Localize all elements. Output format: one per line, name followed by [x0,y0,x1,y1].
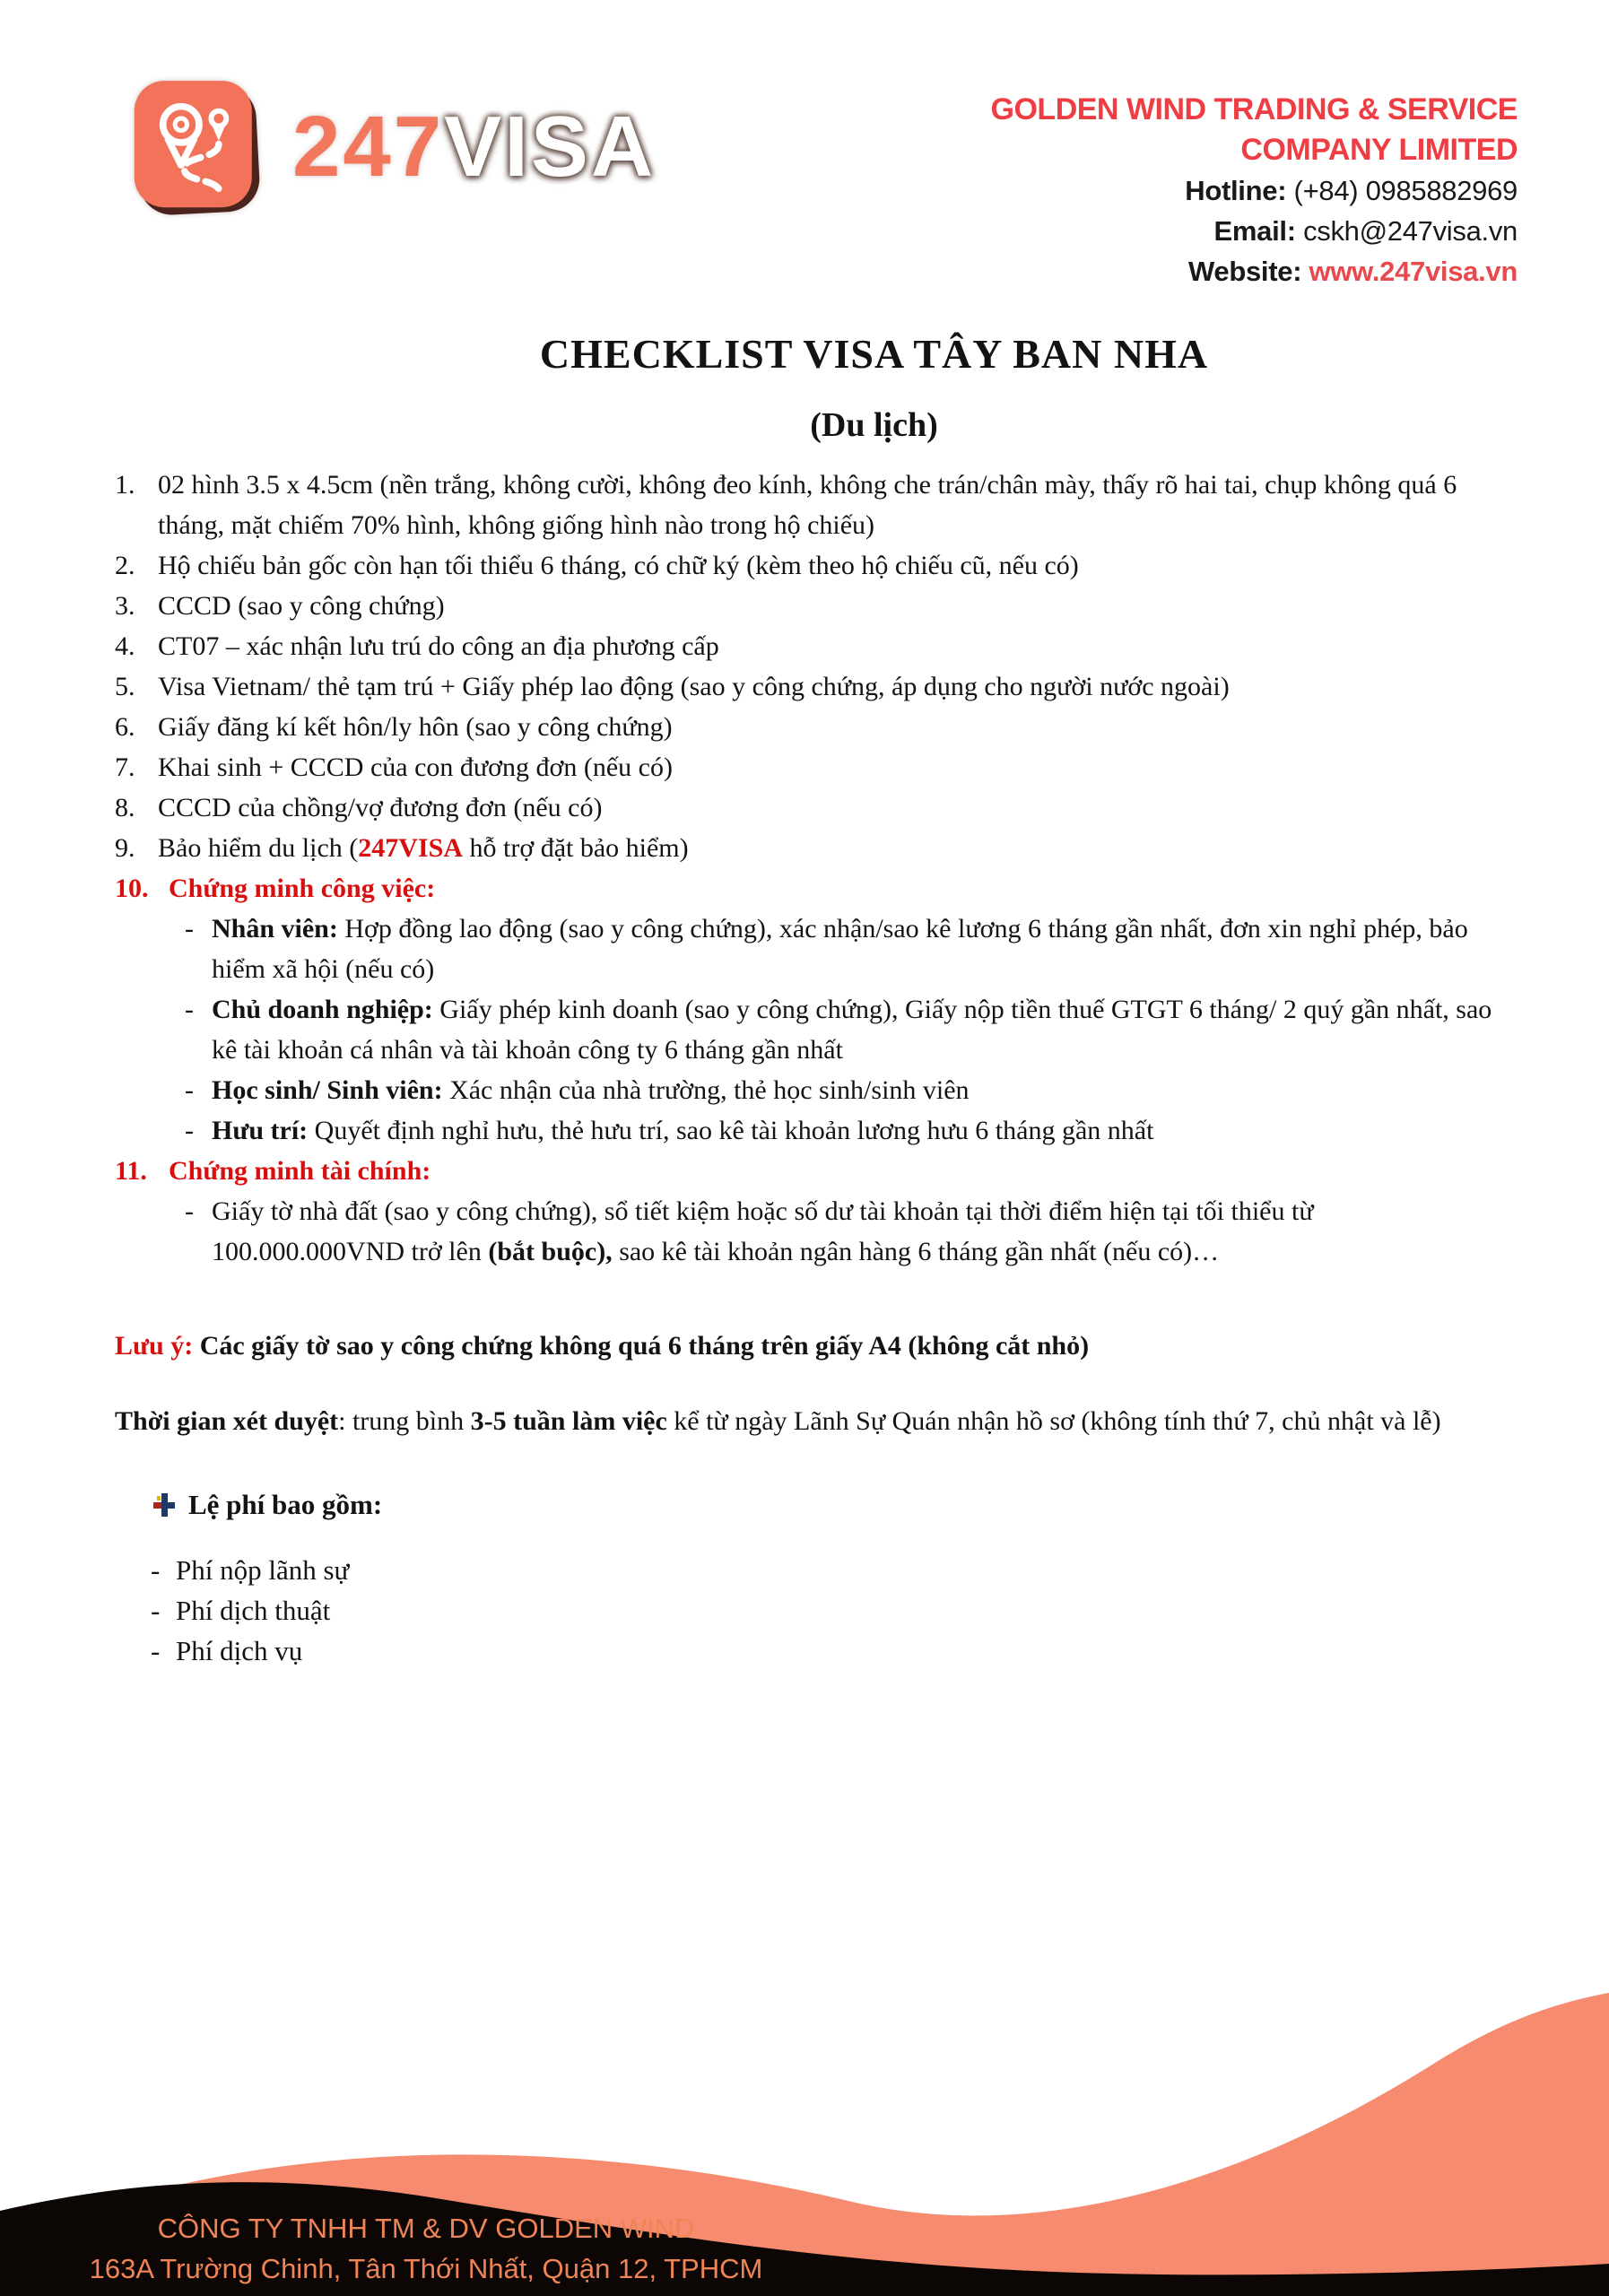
job-proof-bullet-retiree: - Hưu trí: Quyết định nghỉ hưu, thẻ hưu trí, sao kê tài khoản lương hưu 6 tháng gần nhất [115,1110,1496,1151]
hotline-line [991,170,1518,211]
job-proof-bullet-student: - Học sinh/ Sinh viên: Xác nhận của nhà trường, thẻ học sinh/sinh viên [115,1070,1496,1110]
checklist-item-1: 1. 02 hình 3.5 x 4.5cm (nền trắng, không cười, không đeo kính, không che trán/chân mày, thấy rõ hai tai, chụp không quá 6 tháng, mặt chiếm 70% hình, không giống hình nào trong hộ chiếu) [115,470,1457,540]
brand-247visa: 247VISA [358,833,463,863]
logo-visa-text: VISA [444,99,657,195]
company-info-block [991,90,1518,291]
checklist-item-11-heading: 11. Chứng minh tài chính: [115,1156,431,1186]
dash-marker: - [185,1116,194,1145]
fee-item-consular: - Phí nộp lãnh sự [151,1550,1406,1590]
company-name-line1: GOLDEN WIND TRADING & SERVICE [990,92,1518,126]
website-label: Website: [1188,256,1302,287]
page-title: CHECKLIST VISA TÂY BAN NHA [539,331,1209,377]
fees-heading: Lệ phí bao gồm: [151,1484,1406,1525]
checklist-item-10-heading: 10. Chứng minh công việc: [115,874,436,903]
email-value: cskh@247visa.vn [1295,215,1518,247]
job-proof-bullet-employee: - Nhân viên: Hợp đồng lao động (sao y công chứng), xác nhận/sao kê lương 6 tháng gần nhất, đơn xin nghỉ phép, bảo hiểm xã hội (nếu có) [115,909,1496,989]
footer-company-name: CÔNG TY TNHH TM & DV GOLDEN WIND [157,2213,695,2244]
checklist-item-8: 8. CCCD của chồng/vợ đương đơn (nếu có) [115,793,603,822]
dash-marker: - [151,1635,161,1666]
fee-item-translation: - Phí dịch thuật [151,1590,1406,1631]
hotline-value: (+84) 0985882969 [1286,175,1518,206]
company-name-line2: COMPANY LIMITED [1240,133,1518,167]
fees-list [151,1550,1406,1671]
website-link[interactable]: www.247visa.vn [1309,256,1518,287]
dash-marker: - [185,995,194,1024]
location-pin-logo-icon [124,70,274,224]
dash-marker: - [185,914,194,944]
email-label: Email: [1213,215,1296,247]
email-line [991,211,1518,251]
checklist-item-5: 5. Visa Vietnam/ thẻ tạm trú + Giấy phép lao động (sao y công chứng, áp dụng cho người nước ngoài) [115,672,1230,701]
finance-proof-bullet: - Giấy tờ nhà đất (sao y công chứng), sổ tiết kiệm hoặc số dư tài khoản tại thời điểm hiện tại tối thiểu từ 100.000.000VND trở lên (bắt buộc), sao kê tài khoản ngân hàng 6 tháng gần nhất (nếu có)… [115,1191,1496,1272]
dash-marker: - [185,1196,194,1226]
checklist-item-3: 3. CCCD (sao y công chứng) [115,591,445,621]
logo-247-text: 247 [292,99,445,195]
plus-bullet-icon [151,1492,178,1518]
footer-company-block [36,2208,816,2289]
logo-wordmark [292,99,657,195]
note-label: Lưu ý: [115,1331,194,1361]
logo-247visa [124,70,656,224]
footer-company-address: 163A Trường Chinh, Tân Thới Nhất, Quận 12, TPHCM [89,2253,763,2284]
dash-marker: - [151,1595,161,1626]
dash-marker: - [151,1554,161,1586]
note-luu-y: Lưu ý: Các giấy tờ sao y công chứng không quá 6 tháng trên giấy A4 (không cắt nhỏ) [115,1331,1090,1361]
website-line [991,251,1518,291]
fee-item-service: - Phí dịch vụ [151,1631,1406,1671]
note-processing-time: Thời gian xét duyệt: trung bình 3-5 tuần làm việc kể từ ngày Lãnh Sự Quán nhận hồ sơ (không tính thứ 7, chủ nhật và lễ) [115,1406,1441,1436]
checklist-item-7: 7. Khai sinh + CCCD của con đương đơn (nếu có) [115,752,673,782]
checklist-item-6: 6. Giấy đăng kí kết hôn/ly hôn (sao y công chứng) [115,712,673,742]
fees-section [151,1484,1406,1671]
job-proof-bullet-business-owner: - Chủ doanh nghiệp: Giấy phép kinh doanh (sao y công chứng), Giấy nộp tiền thuế GTGT 6 tháng/ 2 quý gần nhất, sao kê tài khoản cá nhân và tài khoản công ty 6 tháng gần nhất [115,989,1496,1070]
checklist-item-9: 9. Bảo hiểm du lịch (247VISA hỗ trợ đặt bảo hiểm) [115,833,689,863]
checklist-item-4: 4. CT07 – xác nhận lưu trú do công an địa phương cấp [115,631,719,661]
dash-marker: - [185,1075,194,1105]
hotline-label: Hotline: [1185,175,1287,206]
checklist [115,465,1496,1272]
checklist-item-2: 2. Hộ chiếu bản gốc còn hạn tối thiểu 6 tháng, có chữ ký (kèm theo hộ chiếu cũ, nếu có) [115,551,1079,580]
page-subtitle: (Du lịch) [810,406,938,444]
